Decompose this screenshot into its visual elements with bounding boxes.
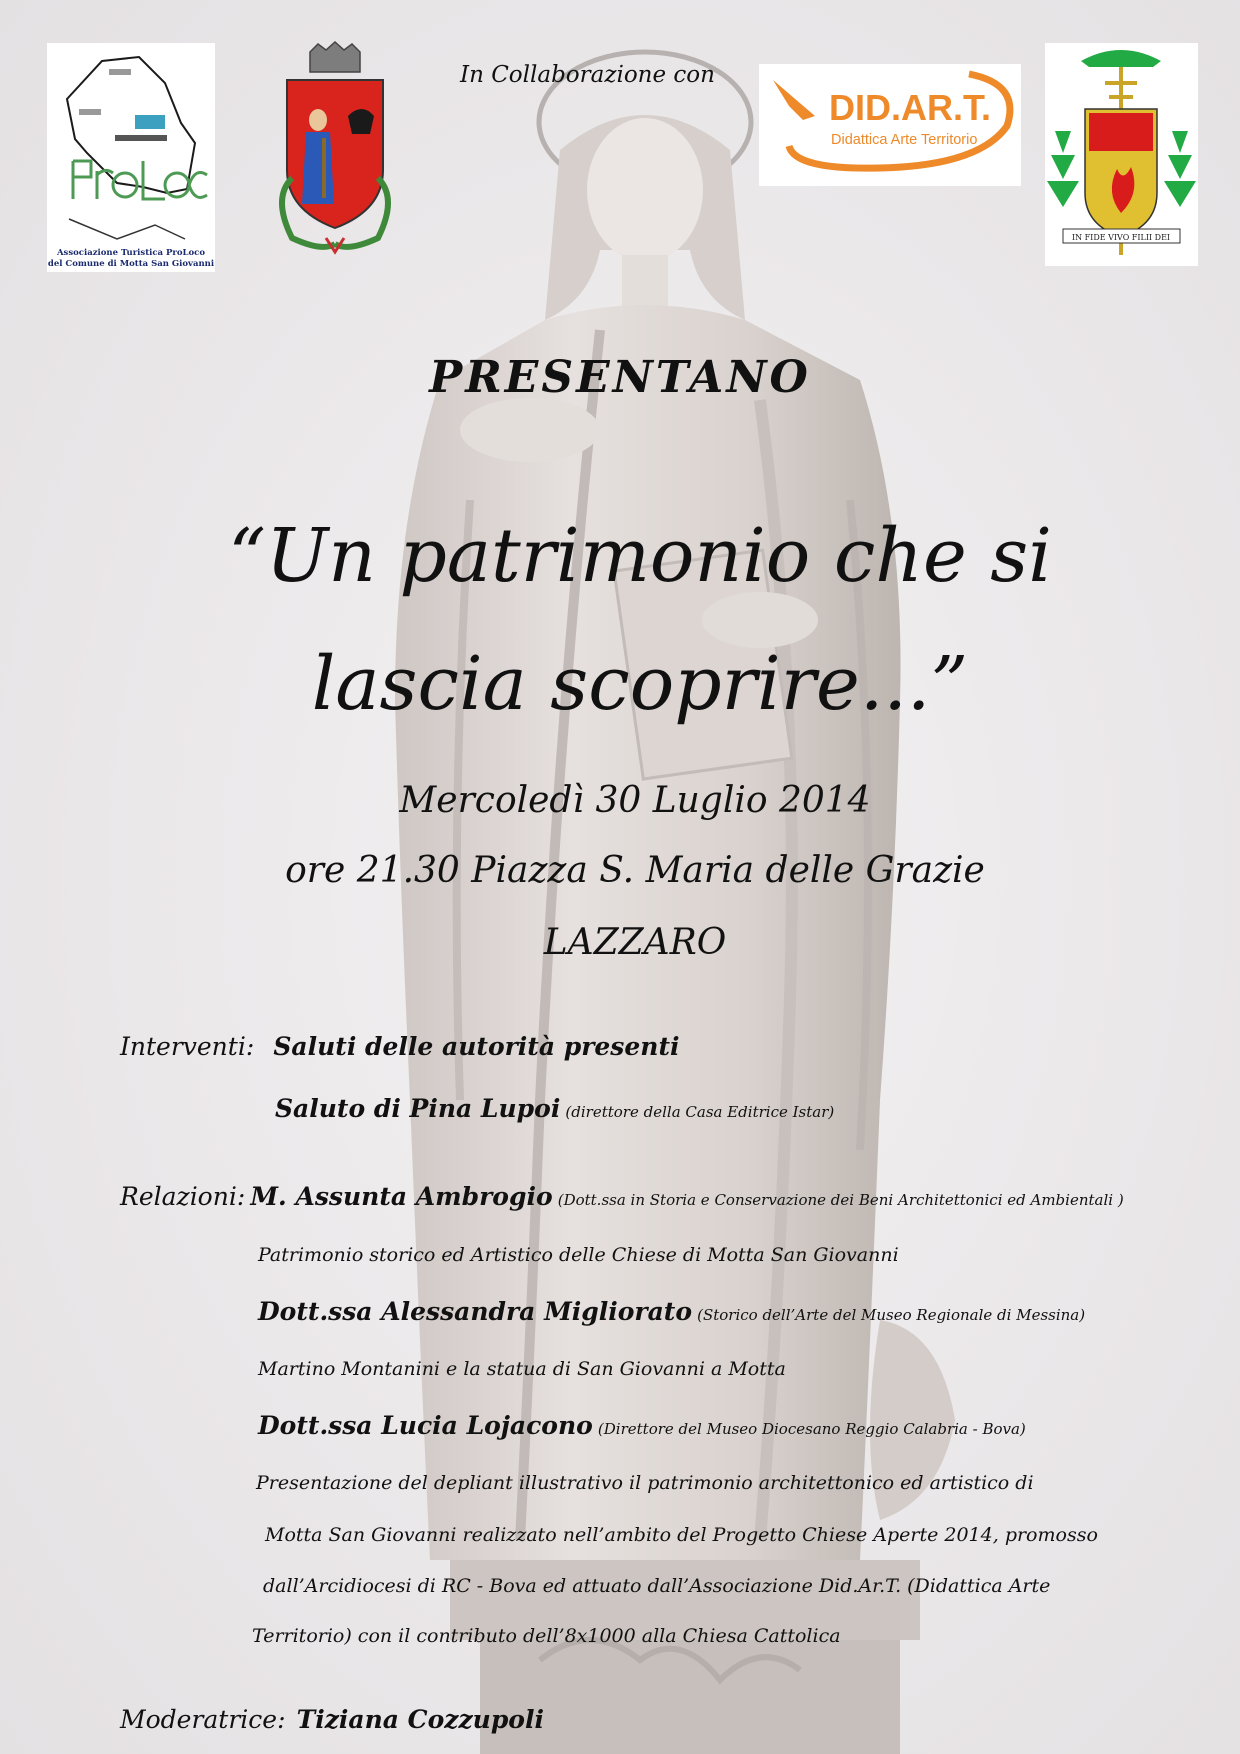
event-town: LAZZARO [543, 922, 727, 963]
speaker-lojacono-role: (Direttore del Museo Diocesano Reggio Calabria - Bova) [597, 1420, 1026, 1438]
interventi-row [120, 1032, 680, 1061]
didart-name: DID.AR.T. [829, 87, 991, 128]
event-title-line2: lascia scoprire...” [311, 641, 969, 727]
interventi-speaker-row [275, 1094, 834, 1123]
archdiocese-motto: IN FIDE VIVO FILII DEI [1071, 233, 1171, 242]
speaker-migliorato-topic: Martino Montanini e la statua di San Giovanni a Motta [258, 1358, 786, 1380]
event-date: Mercoledì 30 Luglio 2014 [399, 780, 871, 821]
didart-tagline: Didattica Arte Territorio [831, 132, 978, 148]
speaker-ambrogio-name: M. Assunta Ambrogio [250, 1182, 553, 1211]
relazioni-label: Relazioni: [120, 1182, 246, 1211]
speaker-lojacono-name: Dott.ssa Lucia Lojacono [258, 1411, 593, 1440]
event-title-line1: “Un patrimonio che si [228, 513, 1052, 599]
relazioni-row [120, 1182, 1124, 1211]
speaker-migliorato-row [258, 1297, 1085, 1326]
interventi-greetings: Saluti delle autorità presenti [273, 1032, 680, 1061]
speaker-migliorato-name: Dott.ssa Alessandra Migliorato [258, 1297, 692, 1326]
proloco-line2: del Comune di Motta San Giovanni [47, 259, 215, 269]
proloco-line1: Associazione Turistica ProLoco [56, 248, 206, 258]
didart-logo [759, 64, 1021, 186]
speaker-lojacono-desc-line3: dall’Arcidiocesi di RC - Bova ed attuato dall’Associazione Did.Ar.T. (Didattica Arte [263, 1575, 1051, 1597]
event-time-place: ore 21.30 Piazza S. Maria delle Grazie [285, 850, 985, 891]
presentano-heading: PRESENTANO [429, 352, 811, 403]
collaboration-label: In Collaborazione con [460, 62, 715, 88]
moderatrice-row [120, 1705, 544, 1734]
speaker-migliorato-role: (Storico dell’Arte del Museo Regionale di Messina) [697, 1306, 1086, 1324]
event-title [140, 492, 1140, 748]
speaker-lojacono-desc-line1: Presentazione del depliant illustrativo il patrimonio architettonico ed artistico di [256, 1472, 1034, 1494]
interventi-speaker-name: Saluto di Pina Lupoi [275, 1094, 561, 1123]
speaker-lojacono-desc-line2: Motta San Giovanni realizzato nell’ambito del Progetto Chiese Aperte 2014, promosso [265, 1524, 1098, 1546]
speaker-ambrogio-role: (Dott.ssa in Storia e Conservazione dei Beni Architettonici ed Ambientali ) [557, 1191, 1124, 1209]
interventi-label: Interventi: [120, 1032, 255, 1061]
archdiocese-coat-of-arms-icon [1045, 43, 1198, 266]
speaker-lojacono-desc-line4: Territorio) con il contributo dell’8x1000 alla Chiesa Cattolica [252, 1625, 841, 1647]
municipal-crest-icon [252, 38, 418, 264]
moderatrice-label: Moderatrice: [120, 1705, 286, 1734]
speaker-lojacono-row [258, 1411, 1026, 1440]
interventi-speaker-role: (direttore della Casa Editrice Istar) [565, 1103, 835, 1121]
moderatrice-name: Tiziana Cozzupoli [296, 1705, 544, 1734]
speaker-ambrogio-topic: Patrimonio storico ed Artistico delle Chiese di Motta San Giovanni [258, 1244, 899, 1266]
proloco-logo [47, 43, 215, 272]
